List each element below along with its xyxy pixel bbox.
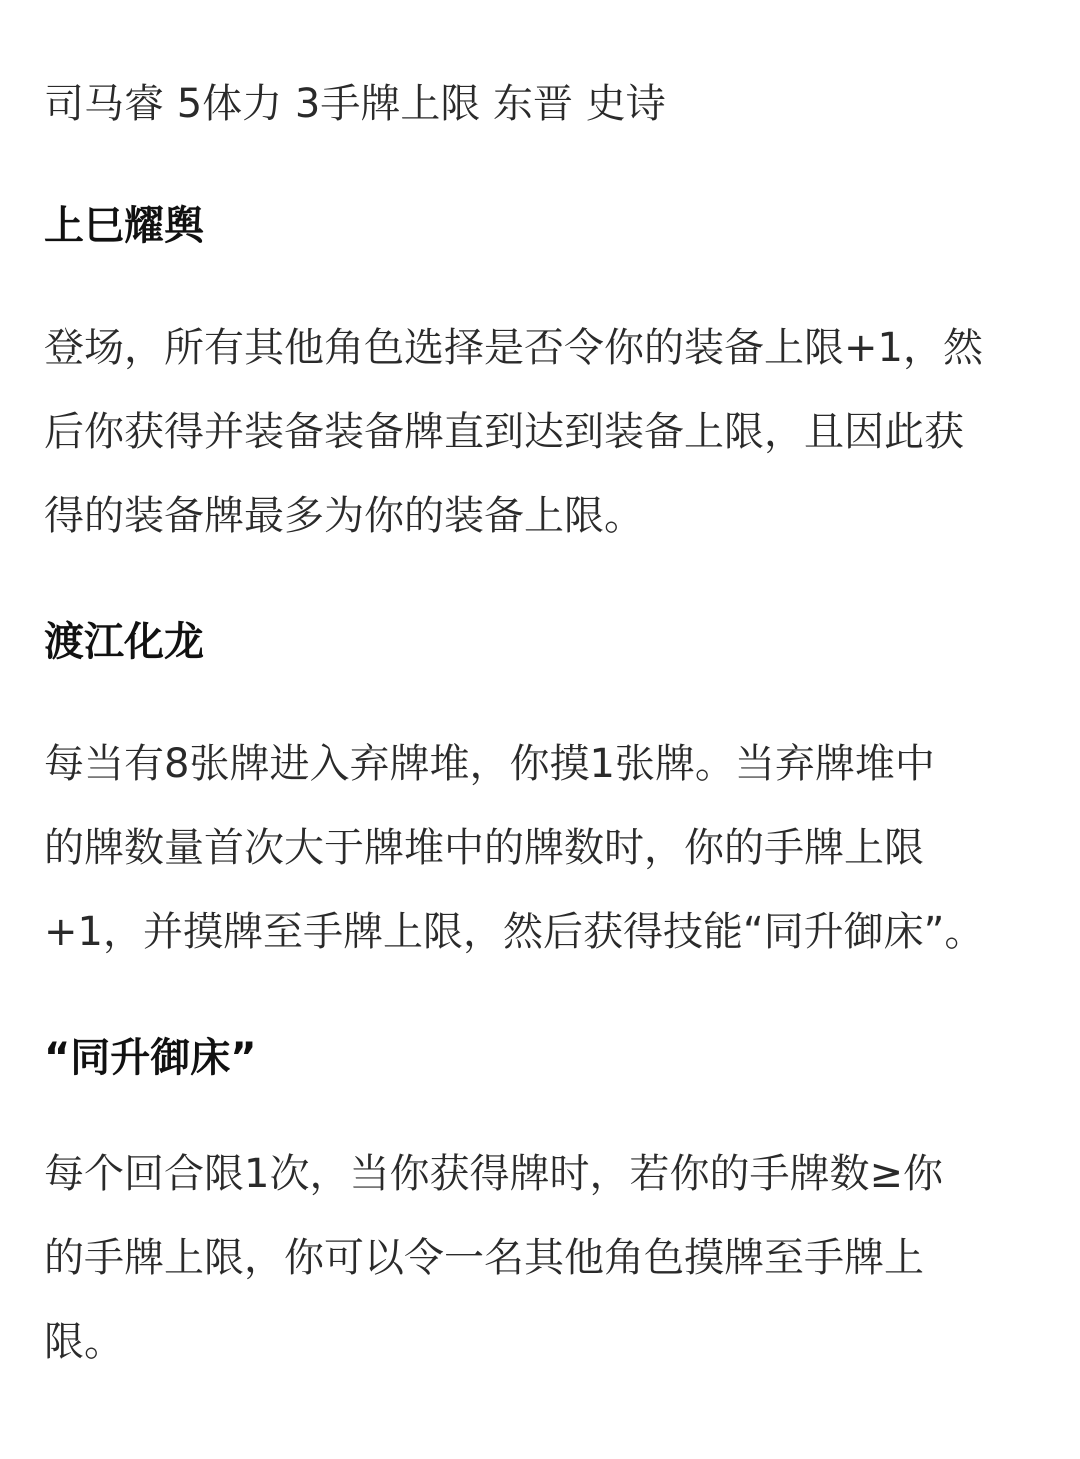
skill-1-line-2: 后你获得并装备装备牌直到达到装备上限，且因此获 bbox=[44, 409, 964, 455]
skill-3-line-1: 每个回合限1次，当你获得牌时，若你的手牌数≥你 bbox=[44, 1151, 943, 1197]
skill-2-line-1: 每当有8张牌进入弃牌堆，你摸1张牌。当弃牌堆中 bbox=[44, 741, 935, 787]
skill-description-3 bbox=[44, 1132, 1044, 1384]
skill-description-2 bbox=[44, 722, 1044, 974]
skill-2-line-3: +1，并摸牌至手牌上限，然后获得技能“同升御床”。 bbox=[44, 909, 985, 955]
skill-1-line-1: 登场，所有其他角色选择是否令你的装备上限+1，然 bbox=[44, 325, 983, 371]
skill-3-line-3: 限。 bbox=[44, 1319, 124, 1365]
skill-title-1: 上巳耀舆 bbox=[44, 203, 204, 249]
character-header: 司马睿 5体力 3手牌上限 东晋 史诗 bbox=[44, 81, 666, 127]
skill-description-1 bbox=[44, 306, 1044, 558]
skill-title-2: 渡江化龙 bbox=[44, 619, 204, 665]
skill-title-3: “同升御床” bbox=[44, 1035, 257, 1081]
skill-2-line-2: 的牌数量首次大于牌堆中的牌数时，你的手牌上限 bbox=[44, 825, 924, 871]
skill-1-line-3: 得的装备牌最多为你的装备上限。 bbox=[44, 493, 644, 539]
skill-3-line-2: 的手牌上限，你可以令一名其他角色摸牌至手牌上 bbox=[44, 1235, 924, 1281]
